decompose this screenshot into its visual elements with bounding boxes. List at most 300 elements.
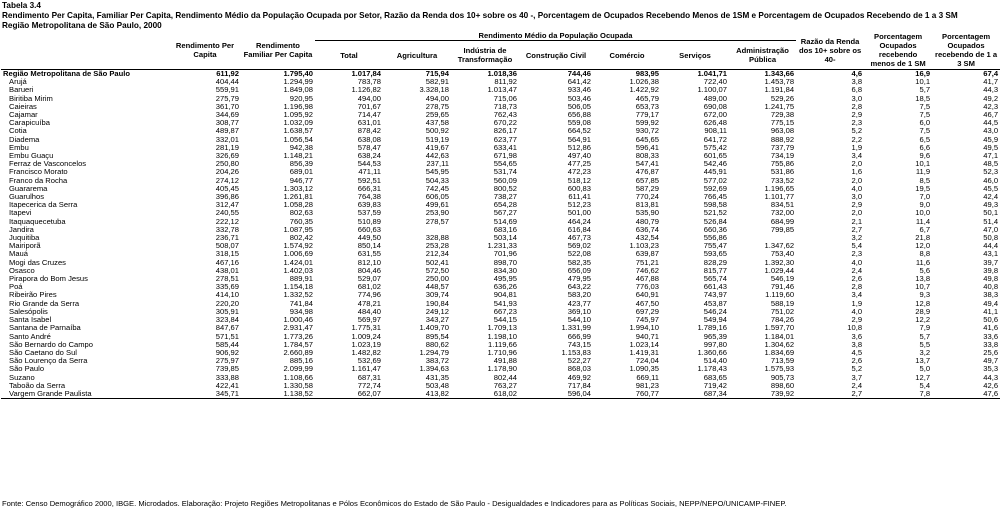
value-cell: 1.773,26: [283, 332, 313, 341]
municipio-cell: Carapicuíba: [9, 119, 50, 128]
value-cell: 7,5: [919, 111, 931, 120]
municipio-cell: Embu Guaçu: [9, 152, 54, 161]
value-cell: 42,4: [983, 193, 999, 202]
value-cell: [729, 234, 796, 242]
value-cell: 662,07: [315, 390, 383, 399]
header-industria: Indústria de Transformação: [457, 46, 513, 64]
value-cell: 577,02: [703, 176, 727, 185]
value-cell: 559,08: [567, 119, 591, 128]
value-cell: 745,97: [635, 316, 659, 325]
table-row: [1, 291, 1000, 299]
value-cell: 1.482,82: [351, 348, 381, 357]
value-cell: 739,85: [215, 365, 239, 374]
municipio-cell: Ferraz de Vasconcelos: [9, 160, 87, 169]
value-cell: 478,21: [357, 299, 381, 308]
value-cell: 565,74: [703, 275, 727, 284]
value-cell: 438,01: [215, 266, 239, 275]
value-cell: 755,86: [770, 160, 795, 169]
value-cell: 601,65: [703, 152, 727, 161]
value-cell: 489,87: [215, 127, 239, 136]
value-cell: 898,70: [493, 258, 517, 267]
value-cell: 335,69: [215, 283, 239, 292]
value-cell: 2.099,99: [283, 365, 313, 374]
value-cell: 2,8: [851, 283, 863, 292]
value-cell: 1.392,30: [764, 258, 795, 267]
value-cell: 828,29: [703, 258, 727, 267]
value-cell: 35,3: [983, 365, 999, 374]
value-cell: 45,5: [983, 184, 999, 193]
value-cell: 1.058,28: [283, 201, 313, 210]
value-cell: 582,35: [567, 258, 591, 267]
source-note: Fonte: Censo Demográfico 2000, IBGE. Microdados. Elaboração: Projeto Regiões Metropolitanas e Pólos Econômicos do Estado de São Paulo - Desigualdades e Indicadores para as Políticas Sociais, NEPP/NEPO/UNICAMP-FINEP.: [2, 499, 787, 508]
value-cell: 847,67: [215, 324, 239, 333]
value-cell: 1.597,70: [764, 324, 795, 333]
value-cell: 49,5: [983, 143, 999, 152]
municipio-cell: Juquitiba: [9, 234, 40, 243]
value-cell: 503,46: [567, 94, 591, 103]
table-row: [1, 275, 1000, 283]
value-cell: 3,2: [919, 348, 931, 357]
value-cell: 906,92: [215, 348, 239, 357]
value-cell: 448,57: [425, 283, 449, 292]
value-cell: 1.161,47: [351, 365, 381, 374]
value-cell: 3,4: [851, 291, 863, 300]
value-cell: 739,92: [729, 390, 796, 399]
value-cell: 13,8: [915, 275, 931, 284]
value-cell: 333,88: [215, 373, 239, 382]
value-cell: 641,42: [567, 78, 591, 87]
value-cell: 800,52: [493, 184, 517, 193]
value-cell: 44,4: [983, 242, 999, 251]
value-cell: 449,50: [357, 234, 381, 243]
value-cell: 49,4: [983, 299, 999, 308]
value-cell: 5,5: [919, 340, 931, 349]
value-cell: 1.709,13: [487, 324, 517, 333]
value-cell: 762,43: [493, 111, 517, 120]
value-cell: 997,80: [703, 340, 727, 349]
table-row: [1, 374, 1000, 382]
value-cell: 477,25: [567, 160, 591, 169]
header-administracao: Administração Pública: [736, 46, 789, 64]
value-cell: 236,71: [215, 234, 239, 243]
value-cell: 751,02: [770, 307, 795, 316]
value-cell: 47,1: [983, 152, 999, 161]
value-cell: 672,00: [703, 111, 727, 120]
value-cell: 5,4: [851, 242, 863, 251]
value-cell: 1.453,78: [764, 78, 795, 87]
header-group-rendimento-medio: Rendimento Médio da População Ocupada: [315, 31, 796, 41]
value-cell: 2,4: [851, 266, 863, 275]
value-cell: 946,77: [289, 176, 313, 185]
value-cell: 237,11: [426, 160, 449, 169]
value-cell: 45,9: [983, 135, 999, 144]
value-cell: 305,91: [215, 307, 239, 316]
value-cell: 278,51: [215, 275, 239, 284]
value-cell: 278,75: [425, 102, 449, 111]
table-row: [1, 111, 1000, 119]
value-cell: 784,26: [770, 316, 795, 325]
value-cell: 361,70: [215, 102, 239, 111]
header-rendimento-per-capita: Rendimento Per Capita: [175, 41, 235, 59]
value-cell: 1.191,84: [764, 86, 795, 95]
value-cell: 1.360,66: [697, 348, 727, 357]
value-cell: 583,20: [567, 291, 591, 300]
value-cell: 501,00: [567, 209, 591, 218]
value-cell: 1.198,10: [487, 332, 517, 341]
table-row: [1, 242, 1000, 250]
value-cell: 5,2: [851, 127, 863, 136]
value-cell: 1.834,69: [764, 348, 795, 357]
value-cell: 414,10: [215, 291, 239, 300]
table-row: [1, 382, 1000, 390]
value-cell: 660,63: [357, 225, 381, 234]
value-cell: 631,01: [357, 119, 381, 128]
municipio-cell: Taboão da Serra: [9, 381, 66, 390]
value-cell: 2,6: [851, 357, 863, 366]
value-cell: 2,1: [851, 217, 863, 226]
value-cell: 802,63: [289, 209, 313, 218]
value-cell: 683,65: [703, 373, 727, 382]
table-row: [1, 308, 1000, 316]
municipio-cell: São Lourenço da Serra: [9, 357, 88, 366]
value-cell: 220,20: [215, 299, 239, 308]
value-cell: 6,6: [919, 143, 931, 152]
value-cell: 3,2: [851, 234, 863, 243]
value-cell: 1.409,70: [419, 324, 449, 333]
value-cell: 7,5: [919, 102, 931, 111]
value-cell: 10,7: [915, 283, 931, 292]
value-cell: 467,73: [567, 234, 591, 243]
municipio-cell: Santo André: [9, 332, 51, 341]
value-cell: 50,6: [983, 316, 999, 325]
value-cell: 546,19: [770, 275, 795, 284]
value-cell: 715,94: [383, 70, 451, 79]
value-cell: 593,65: [703, 250, 727, 259]
value-cell: 529,07: [357, 275, 381, 284]
value-cell: 212,34: [425, 250, 449, 259]
value-cell: 587,29: [635, 184, 659, 193]
value-cell: 578,47: [357, 143, 381, 152]
value-cell: 5,7: [919, 332, 931, 341]
value-cell: 564,91: [567, 135, 591, 144]
value-cell: 442,63: [425, 152, 449, 161]
value-cell: 569,97: [357, 316, 381, 325]
value-cell: 47,6: [932, 390, 1000, 399]
municipio-cell: Franco da Rocha: [9, 176, 68, 185]
municipio-cell: São Paulo: [9, 365, 45, 374]
municipio-cell: Itaquaquecetuba: [9, 217, 66, 226]
value-cell: 772,74: [357, 381, 381, 390]
value-cell: 4,6: [796, 70, 864, 79]
value-cell: 11,9: [915, 168, 931, 177]
value-cell: 834,30: [493, 266, 517, 275]
value-cell: 7,0: [919, 193, 931, 202]
value-cell: 278,57: [425, 217, 449, 226]
value-cell: 2,7: [796, 390, 864, 399]
value-cell: 791,46: [770, 283, 795, 292]
municipio-cell: São Bernardo do Campo: [9, 340, 94, 349]
value-cell: 432,54: [635, 234, 659, 243]
value-cell: 469,92: [567, 373, 591, 382]
value-cell: 1.090,35: [629, 365, 659, 374]
value-cell: 537,59: [357, 209, 381, 218]
value-cell: 309,74: [425, 291, 449, 300]
value-cell: 7,8: [864, 390, 932, 399]
value-cell: 560,09: [493, 176, 517, 185]
value-cell: 880,62: [425, 340, 449, 349]
value-cell: 690,08: [703, 102, 727, 111]
value-cell: 701,96: [493, 250, 517, 259]
municipio-cell: Biritiba Mirim: [9, 94, 53, 103]
table-row: [1, 160, 1000, 168]
value-cell: 751,21: [635, 258, 659, 267]
value-cell: 2,0: [851, 209, 863, 218]
value-cell: 308,77: [215, 119, 239, 128]
value-cell: 729,38: [770, 111, 795, 120]
value-cell: 522,27: [567, 357, 591, 366]
value-cell: 783,78: [357, 78, 381, 87]
value-cell: 746,62: [635, 266, 659, 275]
table-row: [1, 390, 1000, 399]
data-table: [1, 31, 1000, 399]
municipio-cell: Itapevi: [9, 209, 32, 218]
value-cell: 2,6: [851, 275, 863, 284]
value-cell: 318,15: [215, 250, 239, 259]
table-row: [1, 333, 1000, 341]
value-cell: 575,42: [703, 143, 727, 152]
value-cell: 633,41: [493, 143, 517, 152]
value-cell: 1.119,60: [765, 291, 795, 300]
value-cell: 654,28: [493, 201, 517, 210]
header-menos-1sm: Porcentagem Ocupados recebendo menos de 1 SM: [870, 32, 926, 68]
value-cell: 1.000,46: [283, 316, 313, 325]
value-cell: 514,69: [493, 217, 517, 226]
value-cell: 476,87: [635, 168, 659, 177]
value-cell: 799,85: [770, 225, 795, 234]
municipio-cell: Santana de Parnaíba: [9, 324, 81, 333]
value-cell: 599,92: [635, 119, 659, 128]
value-cell: 669,11: [636, 373, 659, 382]
value-cell: 1.101,77: [764, 193, 795, 202]
table-row: [1, 177, 1000, 185]
value-cell: 666,31: [357, 184, 381, 193]
value-cell: 431,35: [425, 373, 449, 382]
value-cell: 753,40: [770, 250, 795, 259]
value-cell: 10,1: [915, 78, 931, 87]
value-cell: 653,73: [635, 102, 659, 111]
value-cell: 332,78: [215, 225, 239, 234]
value-cell: 10,1: [915, 160, 931, 169]
municipio-cell: Diadema: [9, 135, 40, 144]
value-cell: 942,38: [289, 143, 313, 152]
value-cell: 930,72: [635, 127, 659, 136]
value-cell: 813,81: [635, 201, 659, 210]
value-cell: 44,3: [983, 86, 999, 95]
value-cell: 16,9: [864, 70, 932, 79]
header-municipio: [1, 31, 169, 70]
value-cell: 744,46: [519, 70, 593, 79]
value-cell: 46,0: [983, 176, 999, 185]
value-cell: 1.178,43: [697, 365, 727, 374]
table-row: [1, 103, 1000, 111]
value-cell: 7,9: [919, 324, 931, 333]
value-cell: 981,23: [635, 381, 659, 390]
value-cell: 249,12: [425, 307, 449, 316]
value-cell: 639,83: [357, 201, 381, 210]
value-cell: 2,0: [851, 160, 863, 169]
value-cell: 689,01: [289, 168, 313, 177]
value-cell: 531,74: [493, 168, 517, 177]
value-cell: 683,16: [493, 225, 517, 234]
value-cell: 760,77: [593, 390, 661, 399]
value-cell: 611,92: [169, 70, 241, 79]
value-cell: 529,26: [770, 94, 795, 103]
value-cell: 2,3: [851, 119, 863, 128]
value-cell: 4,0: [851, 184, 863, 193]
header-construcao: Construção Civil: [525, 50, 587, 60]
value-cell: 670,22: [493, 119, 517, 128]
table-row: [1, 226, 1000, 234]
value-cell: 826,17: [493, 127, 517, 136]
value-cell: 1.710,96: [487, 348, 517, 357]
value-cell: 541,93: [493, 299, 517, 308]
value-cell: 661,43: [703, 283, 727, 292]
value-cell: 3,0: [851, 94, 863, 103]
value-cell: 1.095,92: [283, 111, 313, 120]
value-cell: 250,80: [215, 160, 239, 169]
value-cell: 518,12: [567, 176, 591, 185]
value-cell: 666,99: [567, 332, 591, 341]
value-cell: 44,5: [983, 119, 999, 128]
value-cell: 467,16: [215, 258, 239, 267]
value-cell: 43,1: [983, 250, 999, 259]
value-cell: 526,84: [703, 217, 727, 226]
value-cell: 445,91: [703, 168, 727, 177]
value-cell: 1,6: [851, 168, 863, 177]
value-cell: 598,58: [703, 201, 727, 210]
value-cell: 908,11: [704, 127, 727, 136]
value-cell: 49,2: [983, 94, 999, 103]
value-cell: 850,14: [357, 242, 381, 251]
value-cell: 512,86: [567, 143, 591, 152]
table-row: [1, 259, 1000, 267]
value-cell: 328,88: [425, 234, 449, 243]
value-cell: 500,92: [425, 127, 449, 136]
value-cell: 67,4: [932, 70, 1000, 79]
value-cell: 471,11: [358, 168, 381, 177]
value-cell: 545,95: [425, 168, 449, 177]
value-cell: 41,6: [983, 324, 999, 333]
municipio-cell: Ribeirão Pires: [9, 291, 57, 300]
value-cell: 1.849,08: [283, 86, 313, 95]
value-cell: 4,0: [851, 258, 863, 267]
value-cell: 660,36: [703, 225, 727, 234]
municipio-cell: Mogi das Cruzes: [9, 258, 66, 267]
value-cell: 345,71: [169, 390, 241, 399]
value-cell: 46,7: [983, 111, 999, 120]
value-cell: 1.330,58: [283, 381, 313, 390]
value-cell: 275,79: [215, 94, 239, 103]
value-cell: 21,8: [915, 234, 931, 243]
value-cell: 1.026,38: [629, 78, 659, 87]
value-cell: 1.087,95: [283, 225, 313, 234]
value-cell: 1.023,19: [351, 340, 381, 349]
value-cell: 41,7: [983, 78, 999, 87]
value-cell: 733,52: [770, 176, 795, 185]
value-cell: 1,9: [851, 143, 863, 152]
value-cell: 889,91: [289, 275, 313, 284]
table-row: [1, 127, 1000, 135]
value-cell: 766,45: [703, 193, 727, 202]
value-cell: 13,7: [915, 357, 931, 366]
value-cell: 717,84: [567, 381, 591, 390]
municipio-cell: Mauá: [9, 250, 28, 259]
value-cell: 656,88: [567, 111, 591, 120]
value-cell: 1.775,31: [351, 324, 381, 333]
municipio-cell: Barueri: [9, 86, 34, 95]
value-cell: 1.231,33: [487, 242, 517, 251]
municipio-cell: Itapecerica da Serra: [9, 201, 78, 210]
value-cell: 1.241,75: [764, 102, 795, 111]
value-cell: 2,9: [851, 201, 863, 210]
value-cell: 687,31: [357, 373, 381, 382]
municipio-cell: Mairiporã: [9, 242, 41, 251]
value-cell: 502,41: [425, 258, 449, 267]
value-cell: 1.119,66: [488, 340, 517, 349]
value-cell: 1.419,31: [629, 348, 659, 357]
value-cell: 638,24: [357, 152, 381, 161]
value-cell: 1.018,36: [451, 70, 519, 79]
value-cell: 42,6: [983, 381, 999, 390]
value-cell: 503,14: [493, 234, 517, 243]
value-cell: 5,7: [919, 86, 931, 95]
value-cell: 544,15: [493, 316, 517, 325]
value-cell: 1.422,92: [629, 86, 659, 95]
value-cell: 1.017,84: [315, 70, 383, 79]
value-cell: [383, 226, 451, 234]
value-cell: 44,3: [983, 373, 999, 382]
value-cell: 510,89: [357, 217, 381, 226]
value-cell: 738,27: [493, 193, 517, 202]
value-cell: 888,92: [770, 135, 795, 144]
value-cell: 323,84: [215, 316, 239, 325]
value-cell: 514,40: [703, 357, 727, 366]
value-cell: 2,7: [851, 225, 863, 234]
value-cell: 11,4: [915, 217, 931, 226]
value-cell: 1.795,40: [241, 70, 315, 79]
value-cell: 1.294,99: [283, 78, 313, 87]
value-cell: 369,10: [567, 307, 591, 316]
value-cell: 934,98: [289, 307, 313, 316]
value-cell: 5,4: [919, 381, 931, 390]
value-cell: 5,0: [919, 365, 931, 374]
municipio-cell: Suzano: [9, 373, 35, 382]
value-cell: 1.304,62: [764, 340, 795, 349]
value-cell: 687,34: [661, 390, 729, 399]
value-cell: 50,1: [983, 209, 999, 218]
value-cell: 657,85: [635, 176, 659, 185]
value-cell: 547,41: [635, 160, 659, 169]
municipio-cell: Salesópolis: [9, 307, 48, 316]
value-cell: 3,7: [851, 373, 863, 382]
value-cell: 2,9: [851, 316, 863, 325]
value-cell: 1.196,65: [764, 184, 795, 193]
value-cell: 1.331,99: [561, 324, 591, 333]
value-cell: 204,26: [215, 168, 239, 177]
value-cell: 506,05: [567, 102, 591, 111]
value-cell: 3,8: [851, 78, 863, 87]
value-cell: 42,3: [983, 102, 999, 111]
